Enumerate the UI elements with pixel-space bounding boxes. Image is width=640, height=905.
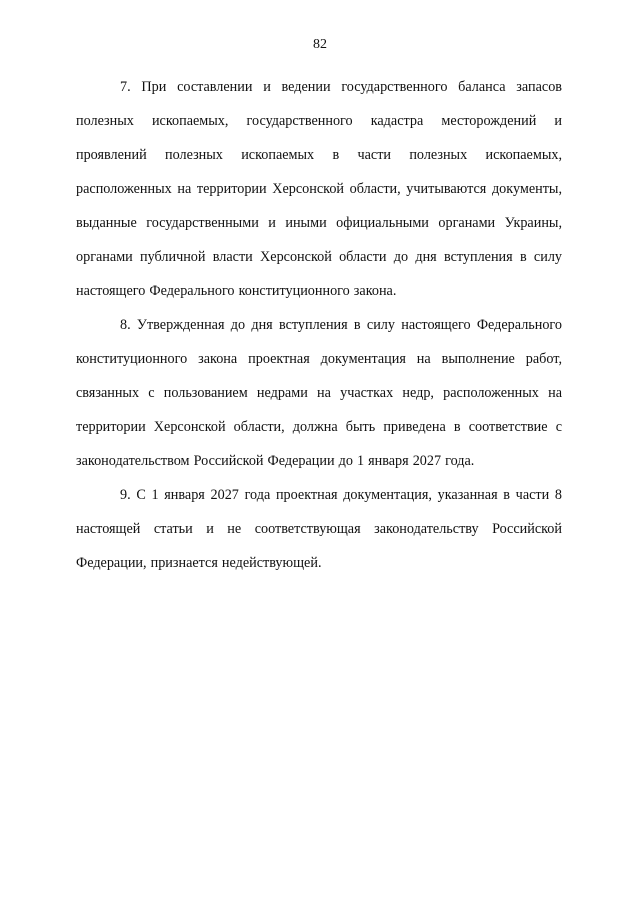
paragraph-9: 9. С 1 января 2027 года проектная документация, указанная в части 8 настоящей статьи и не соответствующая законодательству Российской Федерации, признается недействующей.	[76, 487, 562, 571]
paragraph-8: 8. Утвержденная до дня вступления в силу настоящего Федерального конституционного закона проектная документация на выполнение работ, связанных с пользованием недрами на участках недр, расположенных на территории Херсонской области, должна быть приведена в соответствие с законодательством Российской Федерации до 1 января 2027 года.	[76, 317, 562, 469]
page-number: 82	[313, 37, 327, 52]
document-body	[76, 70, 562, 580]
paragraph-7: 7. При составлении и ведении государственного баланса запасов полезных ископаемых, государственного кадастра месторождений и проявлений полезных ископаемых в части полезных ископаемых, расположенных на территории Херсонской области, учитываются документы, выданные государственными и иными официальными органами Украины, органами публичной власти Херсонской области до дня вступления в силу настоящего Федерального конституционного закона.	[76, 79, 562, 299]
